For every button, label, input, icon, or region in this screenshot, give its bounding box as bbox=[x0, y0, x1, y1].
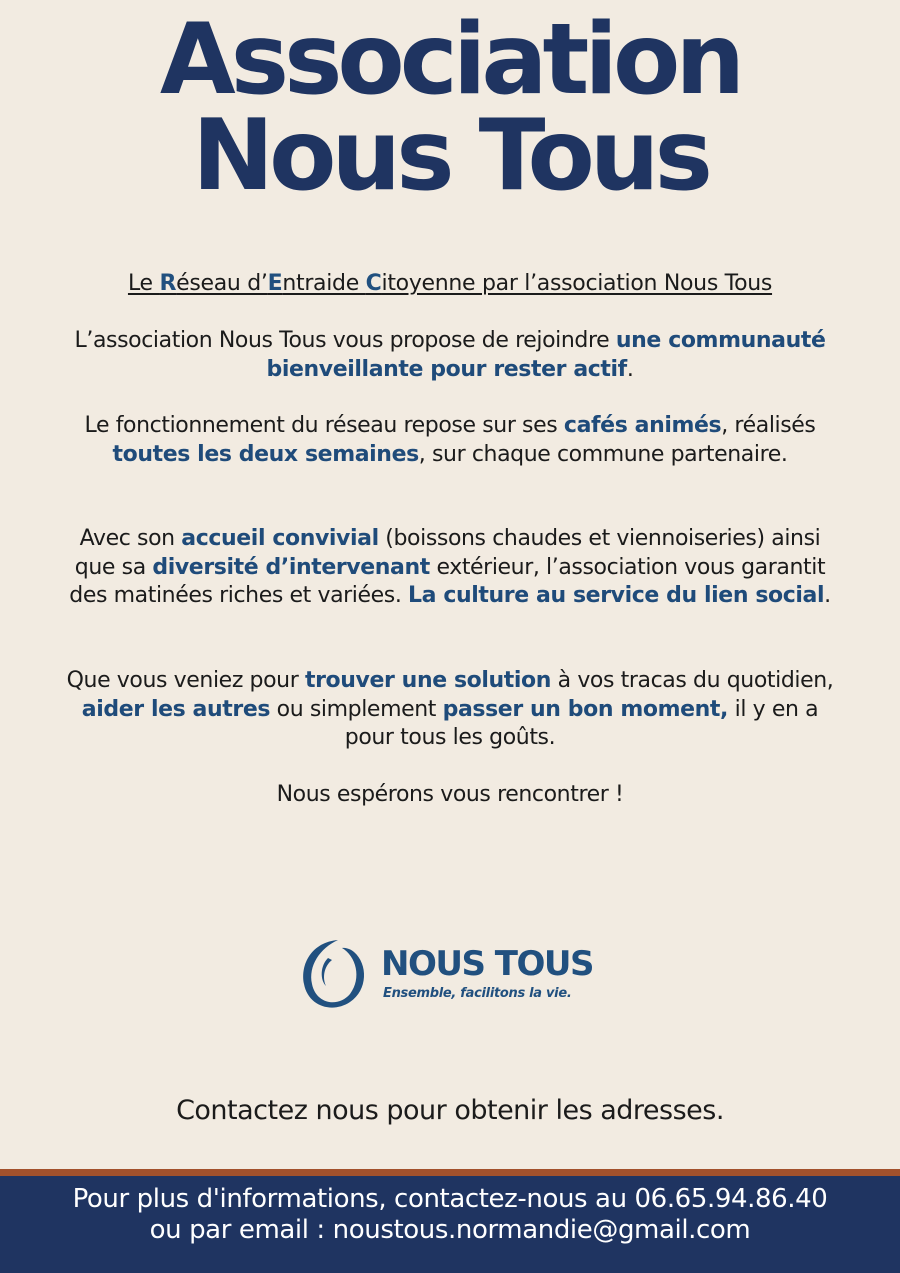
contact-line: Contactez nous pour obtenir les adresses. bbox=[176, 1095, 724, 1126]
paragraph-text: ou simplement bbox=[270, 696, 443, 722]
paragraph-text: Que vous veniez pour bbox=[66, 668, 305, 693]
paragraph-text: , réalisés bbox=[721, 413, 816, 438]
footer bbox=[0, 1176, 900, 1273]
subtitle-initial-r: R bbox=[159, 271, 177, 296]
subtitle-text: ntraide bbox=[282, 271, 366, 296]
paragraph-highlight: accueil convivial bbox=[181, 526, 379, 551]
paragraph-reasons bbox=[60, 667, 840, 753]
nous-tous-logo bbox=[298, 932, 618, 1014]
footer-stripe bbox=[0, 1169, 900, 1176]
paragraph-highlight: aider les autres bbox=[81, 696, 271, 722]
subtitle-text: éseau d’ bbox=[176, 271, 268, 296]
footer-email-line: ou par email : noustous.normandie@gmail.com bbox=[149, 1215, 751, 1245]
paragraph-text: il y en a pour tous les goûts. bbox=[344, 696, 819, 750]
paragraph-highlight: une communauté bienveillante pour rester actif bbox=[266, 328, 826, 382]
paragraph-highlight: cafés animés bbox=[563, 413, 722, 438]
paragraph-text: à vos tracas du quotidien, bbox=[551, 668, 834, 693]
paragraph-highlight: La culture au service du lien social bbox=[408, 583, 825, 608]
subtitle-text: Le bbox=[127, 271, 160, 296]
paragraph-highlight: diversité d’intervenant bbox=[152, 554, 430, 580]
paragraph-text: . bbox=[824, 583, 831, 608]
page-title bbox=[0, 3, 900, 213]
paragraph-text: . bbox=[626, 356, 634, 382]
subtitle bbox=[0, 268, 900, 300]
title-line-1: Association bbox=[159, 3, 741, 117]
subtitle-initial-e: E bbox=[267, 271, 283, 296]
subtitle-text: itoyenne par l’association Nous Tous bbox=[381, 271, 773, 296]
paragraph-intro bbox=[60, 327, 840, 384]
paragraph-text: Avec son bbox=[79, 526, 182, 551]
paragraph-text: Le fonctionnement du réseau repose sur ses bbox=[84, 413, 564, 438]
paragraph-text: extérieur, l’association vous garantit des matinées riches et variées. bbox=[69, 554, 826, 608]
paragraph-highlight: passer un bon moment, bbox=[442, 696, 729, 722]
paragraph-closing: Nous espérons vous rencontrer ! bbox=[276, 782, 624, 807]
paragraph-welcome bbox=[60, 525, 840, 611]
paragraph-text: , sur chaque commune partenaire. bbox=[418, 441, 788, 467]
paragraph-text: L’association Nous Tous vous propose de rejoindre bbox=[74, 328, 616, 353]
logo-name: NOUS TOUS bbox=[381, 944, 593, 984]
footer-phone-line: Pour plus d'informations, contactez-nous au 06.65.94.86.40 bbox=[72, 1184, 828, 1214]
subtitle-initial-c: C bbox=[365, 271, 382, 296]
paragraph-functioning bbox=[60, 412, 840, 469]
logo-tagline: Ensemble, facilitons la vie. bbox=[383, 986, 572, 1001]
paragraph-text: (boissons chaudes et viennoiseries) ainsi que sa bbox=[74, 526, 821, 580]
paragraph-highlight: trouver une solution bbox=[304, 668, 552, 693]
swirl-logo-icon bbox=[298, 934, 370, 1014]
title-line-2: Nous Tous bbox=[192, 99, 708, 213]
paragraph-highlight: toutes les deux semaines bbox=[112, 441, 419, 467]
